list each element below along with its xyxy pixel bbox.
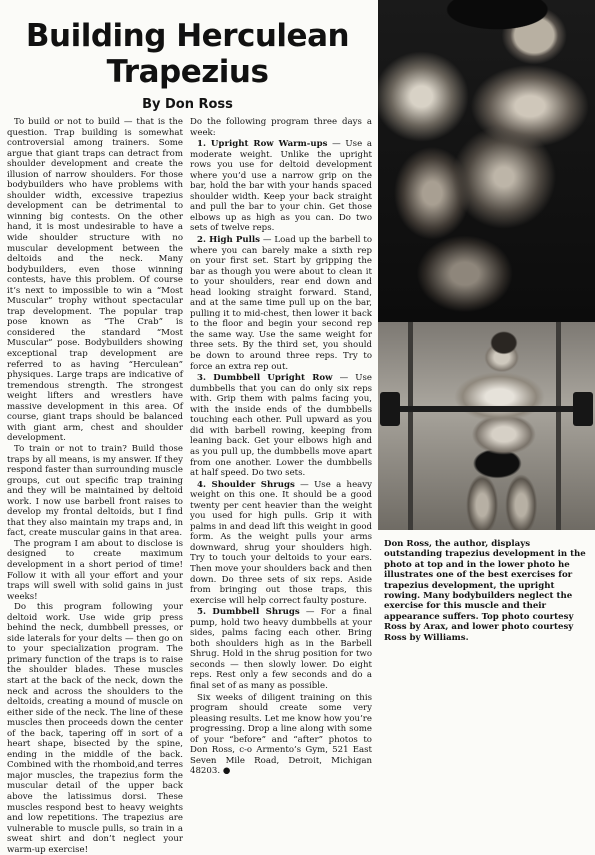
exercise-name: 1. Upright Row Warm-ups [197, 139, 328, 150]
exercise-text: — Use dumbbells that you can do only six reps with. Grip them with palms facing you, with the inside ends of the dumbbells touching each other. Pull upward as you did with barbell rowing, keeping from leaning back. Get your elbows high and as you pull up, the dumbbells move apart from one another. Lower the dumbbells at half speed. Do two sets. [190, 373, 372, 479]
paragraph: To train or not to train? Build those traps by all means, is my answer. If they respond faster than surrounding muscle groups, cut out specific trap training and they will be maintained by deltoid work. I now use barbell front raises to develop my frontal deltoids, but I find that they also maintain my traps and, in fact, create muscular gains in that area. [7, 443, 183, 539]
exercise-text: — Load up the barbell to where you can barely make a sixth rep on your first set. Start by gripping the bar as though you were about to clean it to your shoulders, rear end down and head looking straight forward. Stand, and at the same time pull up on the bar, pulling it to mid-chest, then lower it back to the floor and begin your second rep the same way. Use the same weight for three sets. By the third set, you should be down to around three reps. Try to force an extra rep out. [190, 235, 372, 372]
barbell [382, 406, 591, 412]
end-mark: ● [222, 766, 231, 777]
top-photo-trapezius-pose [378, 0, 595, 322]
paragraph: To build or not to build — that is the question. Trap building is somewhat controversial among trainers. Some argue that giant traps can detract from shoulder development and create the illusion of narrow shoulders. For those bodybuilders who have problems with shoulder width, excessive trapezius development can be detrimental to winning big contests. On the other hand, it is most undesirable to have a wide shoulder structure with no muscular development between the deltoids and the neck. Many bodybuilders, even those winning contests, have this problem. Of course it’s next to impossible to win a “Most Muscular” trophy without spectacular trap development. The popular trap pose known as “The Crab” is considered the standard “Most Muscular” pose. Bodybuilders showing exceptional trap development are referred to as having “Herculean” physiques. Large traps are indicative of tremendous strength. The strongest weight lifters and wrestlers have massive development in this area. Of course, giant traps should be balanced with giant arm, chest and shoulder development. [7, 117, 183, 444]
exercise-name: 2. High Pulls [197, 235, 260, 246]
exercise-1 [190, 139, 372, 234]
exercise-text: — For a final pump, hold two heavy dumbbells at your sides, palms facing each other. Bring both shoulders high as in the Barbell Shrug. Hold in the shrug position for two seconds — then slowly lower. Do eight reps. Rest only a few seconds and do a final set of as many as possible. [190, 607, 373, 691]
article-column-1 [7, 117, 183, 855]
rack-post [408, 322, 413, 530]
article-title [10, 18, 365, 90]
weight-plate [380, 392, 400, 426]
paragraph: The program I am about to disclose is designed to create maximum development in a short period of time! Follow it with all your effort and your traps will swell with solid gains in just weeks! [7, 538, 183, 602]
byline: By Don Ross [142, 97, 233, 112]
title-line-2: Trapezius [106, 54, 269, 90]
exercise-2 [190, 235, 372, 372]
exercise-name: 5. Dumbbell Shrugs [197, 607, 300, 618]
exercise-4 [190, 480, 372, 607]
exercise-5 [190, 607, 372, 691]
exercise-name: 3. Dumbbell Upright Row [197, 373, 333, 384]
exercise-text: — Use a heavy weight on this one. It should be a good twenty per cent heavier than the weight you used for high pulls. Grip it with palms in and dead lift this weight in good form. As the weight pulls your arms downward, shrug your shoulders high. Try to touch your deltoids to your ears. Then move your shoulders back and then down. Do three sets of six reps. Aside from bringing out those traps, this exercise will help correct faulty posture. [190, 479, 372, 606]
closing-text: Six weeks of diligent training on this program should create some very pleasing results. Let me know how you’re progressing. Drop a line along with some of your “before” and “after” photos to Don Ross, c-o Armento’s Gym, 521 East Seven Mile Road, Detroit, Michigan 48203. [190, 692, 372, 777]
bottom-photo-upright-row [378, 322, 595, 530]
photo-caption: Don Ross, the author, displays outstanding trapezius development in the photo at top and in the lower photo he illustrates one of the best exercises for trapezius development, the upright rowing. Many bodybuilders neglect the exercise for this muscle and their appearance suffers. Top photo courtesy Ross by Arax, and lower photo courtesy Ross by Williams. [384, 539, 586, 643]
article-column-2 [190, 117, 372, 777]
rack-post [556, 322, 561, 530]
exercise-name: 4. Shoulder Shrugs [197, 479, 295, 490]
closing-paragraph [190, 693, 372, 777]
weight-plate [573, 392, 593, 426]
title-line-1: Building Herculean [25, 18, 350, 54]
paragraph: Do this program following your deltoid work. Use wide grip press behind the neck, dumbbell presses, or side laterals for your delts — then go on to your specialization program. The primary function of the traps is to raise the shoulder blades. These muscles start at the back of the neck, down the neck and across the shoulders to the deltoids, creating a mound of muscle on either side of the neck. The line of these muscles then proceeds down the center of the back, tapering off in sort of a heart shape, bisected by the spine, ending in the middle of the back. Combined with the rhomboid,and terres major muscles, the trapezius form the muscular detail of the upper back above the latissimus dorsi. These muscles respond best to heavy weights and low repetitions. The trapezius are vulnerable to muscle pulls, so train in a sweat shirt and don’t neglect your warm-up exercise! [7, 602, 183, 855]
program-intro: Do the following program three days a week: [190, 117, 372, 138]
exercise-3 [190, 373, 372, 478]
exercise-text: — Use a moderate weight. Unlike the upright rows you use for deltoid development where you’d use a narrow grip on the bar, hold the bar with your hands spaced shoulder width. Keep your back straight and pull the bar to your chin. Get those elbows up as high as you can. Do two sets of twelve reps. [190, 139, 372, 234]
